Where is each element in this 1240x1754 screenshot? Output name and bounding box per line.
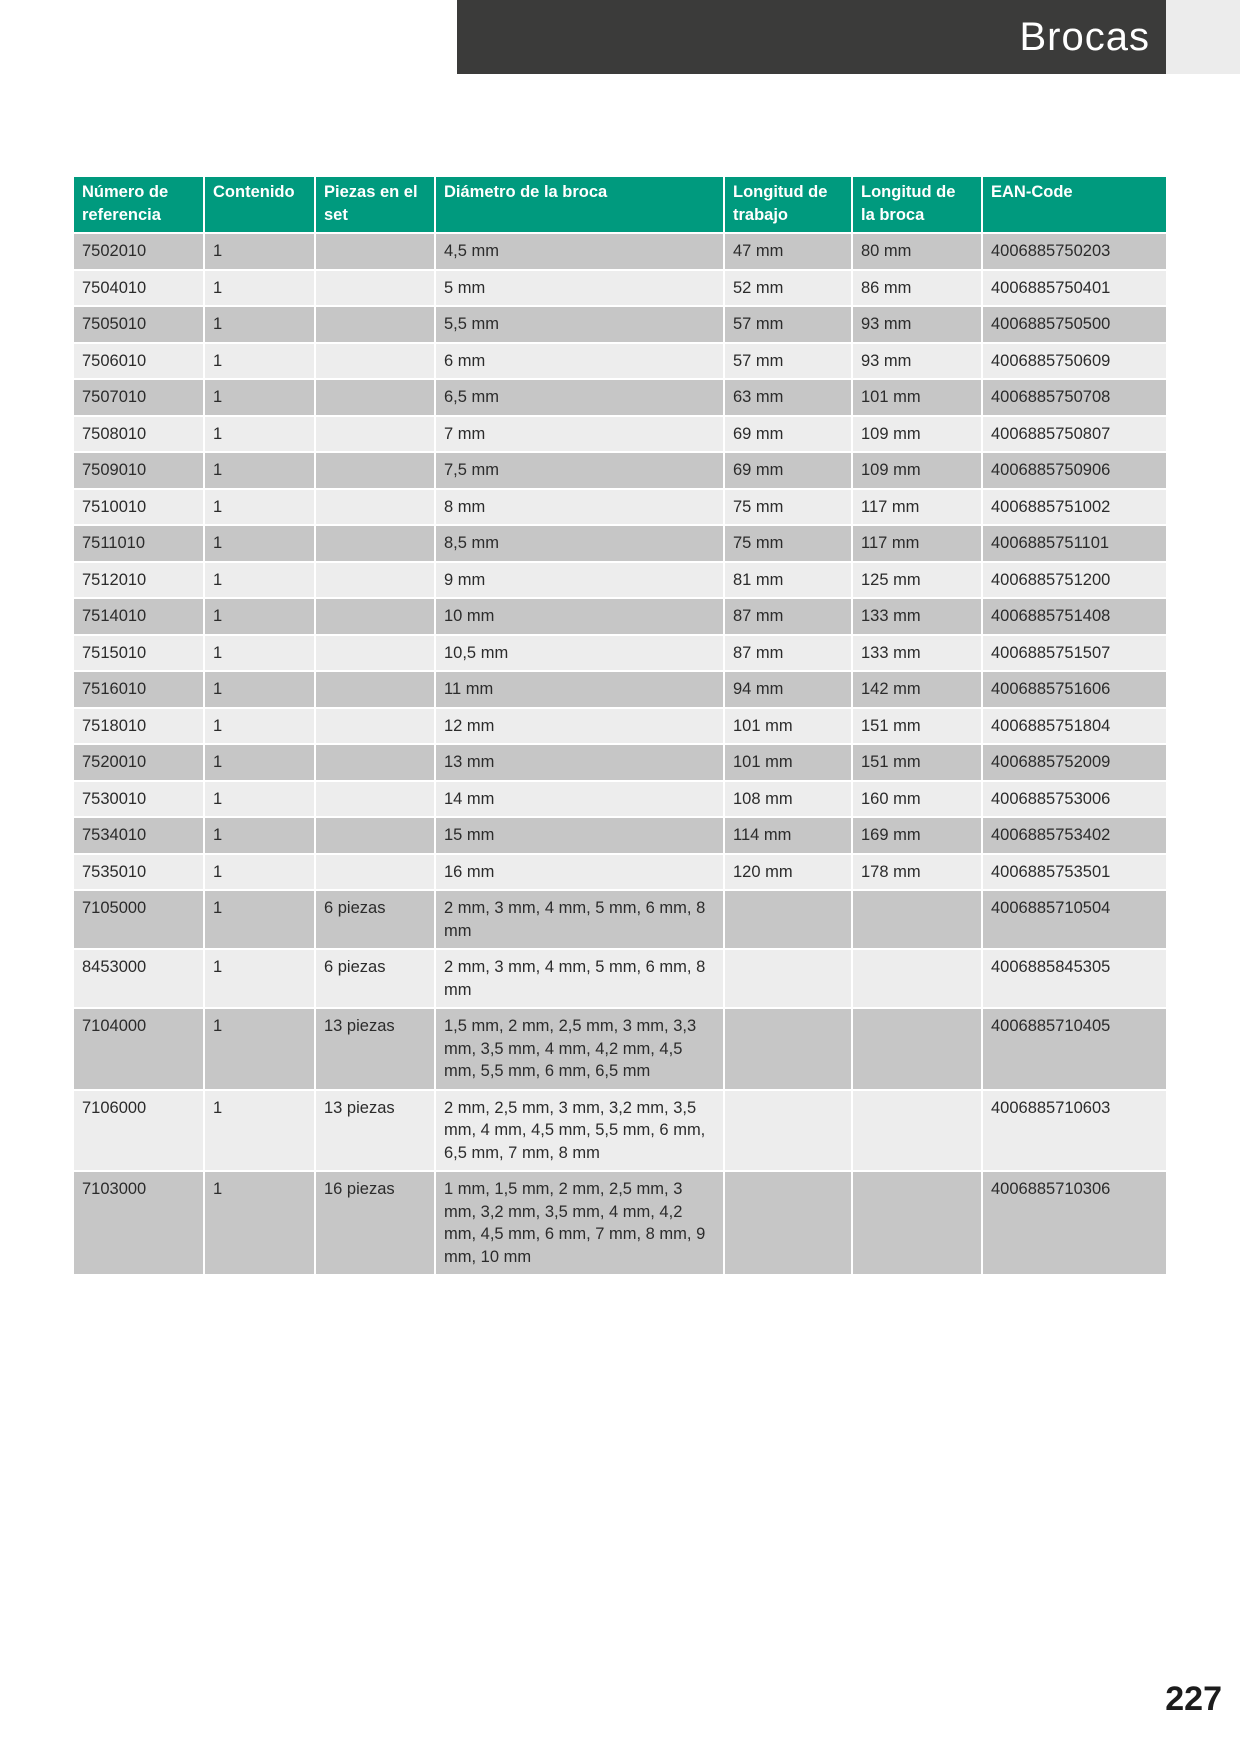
cell-working-length: 108 mm bbox=[724, 781, 852, 818]
section-title-bar bbox=[457, 0, 1166, 74]
cell-ean: 4006885751101 bbox=[982, 525, 1166, 562]
cell-ean: 4006885751002 bbox=[982, 489, 1166, 526]
section-title: Brocas bbox=[1019, 14, 1150, 59]
cell-ean: 4006885750500 bbox=[982, 306, 1166, 343]
col-header-working-length: Longitud de trabajo bbox=[724, 177, 852, 233]
cell-reference: 7105000 bbox=[74, 890, 204, 949]
cell-reference: 7534010 bbox=[74, 817, 204, 854]
cell-reference: 7535010 bbox=[74, 854, 204, 891]
cell-total-length: 133 mm bbox=[852, 635, 982, 672]
cell-reference: 7511010 bbox=[74, 525, 204, 562]
cell-total-length bbox=[852, 1171, 982, 1275]
col-header-diameter: Diámetro de la broca bbox=[435, 177, 724, 233]
cell-diameter: 5,5 mm bbox=[435, 306, 724, 343]
table-row bbox=[74, 744, 1166, 781]
cell-diameter: 2 mm, 2,5 mm, 3 mm, 3,2 mm, 3,5 mm, 4 mm, 4,5 mm, 5,5 mm, 6 mm, 6,5 mm, 7 mm, 8 mm bbox=[435, 1090, 724, 1172]
table-row bbox=[74, 1090, 1166, 1172]
cell-reference: 7505010 bbox=[74, 306, 204, 343]
cell-ean: 4006885751408 bbox=[982, 598, 1166, 635]
cell-pieces: 6 piezas bbox=[315, 890, 435, 949]
cell-diameter: 5 mm bbox=[435, 270, 724, 307]
cell-pieces bbox=[315, 817, 435, 854]
cell-diameter: 16 mm bbox=[435, 854, 724, 891]
cell-diameter: 4,5 mm bbox=[435, 233, 724, 270]
cell-reference: 7516010 bbox=[74, 671, 204, 708]
cell-pieces: 16 piezas bbox=[315, 1171, 435, 1275]
cell-ean: 4006885750203 bbox=[982, 233, 1166, 270]
cell-total-length: 151 mm bbox=[852, 744, 982, 781]
cell-diameter: 6,5 mm bbox=[435, 379, 724, 416]
table-row bbox=[74, 562, 1166, 599]
cell-pieces bbox=[315, 379, 435, 416]
cell-ean: 4006885750807 bbox=[982, 416, 1166, 453]
cell-ean: 4006885710504 bbox=[982, 890, 1166, 949]
cell-pieces bbox=[315, 233, 435, 270]
table-row bbox=[74, 598, 1166, 635]
cell-total-length: 142 mm bbox=[852, 671, 982, 708]
cell-diameter: 7,5 mm bbox=[435, 452, 724, 489]
table-row bbox=[74, 1008, 1166, 1090]
cell-working-length: 87 mm bbox=[724, 598, 852, 635]
cell-working-length: 69 mm bbox=[724, 452, 852, 489]
cell-total-length bbox=[852, 1090, 982, 1172]
cell-working-length: 120 mm bbox=[724, 854, 852, 891]
col-header-total-length: Longitud de la broca bbox=[852, 177, 982, 233]
cell-content: 1 bbox=[204, 817, 315, 854]
cell-diameter: 15 mm bbox=[435, 817, 724, 854]
cell-reference: 7106000 bbox=[74, 1090, 204, 1172]
cell-pieces bbox=[315, 781, 435, 818]
cell-content: 1 bbox=[204, 854, 315, 891]
cell-pieces bbox=[315, 708, 435, 745]
cell-total-length: 109 mm bbox=[852, 452, 982, 489]
cell-content: 1 bbox=[204, 635, 315, 672]
cell-total-length: 93 mm bbox=[852, 343, 982, 380]
cell-diameter: 9 mm bbox=[435, 562, 724, 599]
cell-pieces bbox=[315, 306, 435, 343]
cell-diameter: 13 mm bbox=[435, 744, 724, 781]
cell-ean: 4006885710603 bbox=[982, 1090, 1166, 1172]
cell-content: 1 bbox=[204, 270, 315, 307]
cell-pieces bbox=[315, 562, 435, 599]
cell-pieces bbox=[315, 452, 435, 489]
cell-reference: 7506010 bbox=[74, 343, 204, 380]
cell-total-length bbox=[852, 890, 982, 949]
cell-content: 1 bbox=[204, 1090, 315, 1172]
cell-diameter: 6 mm bbox=[435, 343, 724, 380]
cell-diameter: 12 mm bbox=[435, 708, 724, 745]
cell-diameter: 14 mm bbox=[435, 781, 724, 818]
cell-total-length: 160 mm bbox=[852, 781, 982, 818]
cell-content: 1 bbox=[204, 890, 315, 949]
table-row bbox=[74, 452, 1166, 489]
cell-total-length: 101 mm bbox=[852, 379, 982, 416]
cell-content: 1 bbox=[204, 744, 315, 781]
cell-ean: 4006885845305 bbox=[982, 949, 1166, 1008]
table-row bbox=[74, 270, 1166, 307]
cell-working-length: 94 mm bbox=[724, 671, 852, 708]
table-row bbox=[74, 343, 1166, 380]
cell-pieces: 13 piezas bbox=[315, 1008, 435, 1090]
cell-ean: 4006885752009 bbox=[982, 744, 1166, 781]
page-number: 227 bbox=[1165, 1680, 1222, 1718]
cell-total-length: 93 mm bbox=[852, 306, 982, 343]
cell-content: 1 bbox=[204, 525, 315, 562]
table-row bbox=[74, 233, 1166, 270]
cell-working-length bbox=[724, 1008, 852, 1090]
table-row bbox=[74, 489, 1166, 526]
cell-reference: 7502010 bbox=[74, 233, 204, 270]
cell-working-length bbox=[724, 1171, 852, 1275]
cell-pieces: 6 piezas bbox=[315, 949, 435, 1008]
cell-pieces bbox=[315, 854, 435, 891]
cell-working-length: 57 mm bbox=[724, 343, 852, 380]
cell-working-length: 87 mm bbox=[724, 635, 852, 672]
cell-content: 1 bbox=[204, 1008, 315, 1090]
table-row bbox=[74, 379, 1166, 416]
cell-reference: 7530010 bbox=[74, 781, 204, 818]
cell-pieces bbox=[315, 744, 435, 781]
cell-diameter: 10,5 mm bbox=[435, 635, 724, 672]
cell-working-length: 52 mm bbox=[724, 270, 852, 307]
cell-pieces bbox=[315, 343, 435, 380]
cell-pieces bbox=[315, 635, 435, 672]
cell-content: 1 bbox=[204, 489, 315, 526]
cell-working-length: 81 mm bbox=[724, 562, 852, 599]
cell-working-length: 75 mm bbox=[724, 489, 852, 526]
cell-diameter: 8 mm bbox=[435, 489, 724, 526]
cell-diameter: 1,5 mm, 2 mm, 2,5 mm, 3 mm, 3,3 mm, 3,5 mm, 4 mm, 4,2 mm, 4,5 mm, 5,5 mm, 6 mm, 6,5 mm bbox=[435, 1008, 724, 1090]
cell-diameter: 1 mm, 1,5 mm, 2 mm, 2,5 mm, 3 mm, 3,2 mm, 3,5 mm, 4 mm, 4,2 mm, 4,5 mm, 6 mm, 7 mm, 8 mm, 9 mm, 10 mm bbox=[435, 1171, 724, 1275]
cell-reference: 7514010 bbox=[74, 598, 204, 635]
cell-pieces bbox=[315, 598, 435, 635]
cell-content: 1 bbox=[204, 949, 315, 1008]
table-row bbox=[74, 781, 1166, 818]
cell-pieces bbox=[315, 671, 435, 708]
table-row bbox=[74, 817, 1166, 854]
cell-content: 1 bbox=[204, 1171, 315, 1275]
cell-reference: 7515010 bbox=[74, 635, 204, 672]
table-body bbox=[74, 233, 1166, 1275]
cell-total-length: 109 mm bbox=[852, 416, 982, 453]
cell-diameter: 7 mm bbox=[435, 416, 724, 453]
cell-ean: 4006885750708 bbox=[982, 379, 1166, 416]
cell-total-length: 86 mm bbox=[852, 270, 982, 307]
col-header-pieces: Piezas en el set bbox=[315, 177, 435, 233]
cell-total-length: 133 mm bbox=[852, 598, 982, 635]
cell-reference: 7510010 bbox=[74, 489, 204, 526]
cell-pieces bbox=[315, 270, 435, 307]
table-row bbox=[74, 306, 1166, 343]
cell-ean: 4006885751804 bbox=[982, 708, 1166, 745]
cell-content: 1 bbox=[204, 343, 315, 380]
cell-reference: 7508010 bbox=[74, 416, 204, 453]
cell-content: 1 bbox=[204, 233, 315, 270]
cell-reference: 7509010 bbox=[74, 452, 204, 489]
cell-reference: 7507010 bbox=[74, 379, 204, 416]
table-row bbox=[74, 854, 1166, 891]
col-header-content: Contenido bbox=[204, 177, 315, 233]
cell-content: 1 bbox=[204, 416, 315, 453]
cell-diameter: 2 mm, 3 mm, 4 mm, 5 mm, 6 mm, 8 mm bbox=[435, 890, 724, 949]
cell-ean: 4006885750906 bbox=[982, 452, 1166, 489]
cell-ean: 4006885751606 bbox=[982, 671, 1166, 708]
cell-pieces: 13 piezas bbox=[315, 1090, 435, 1172]
cell-ean: 4006885750609 bbox=[982, 343, 1166, 380]
cell-ean: 4006885753402 bbox=[982, 817, 1166, 854]
table-row bbox=[74, 525, 1166, 562]
table-row bbox=[74, 890, 1166, 949]
cell-reference: 7504010 bbox=[74, 270, 204, 307]
cell-content: 1 bbox=[204, 452, 315, 489]
table-row bbox=[74, 416, 1166, 453]
cell-ean: 4006885751200 bbox=[982, 562, 1166, 599]
cell-total-length: 178 mm bbox=[852, 854, 982, 891]
cell-content: 1 bbox=[204, 598, 315, 635]
cell-reference: 7520010 bbox=[74, 744, 204, 781]
cell-reference: 8453000 bbox=[74, 949, 204, 1008]
cell-diameter: 10 mm bbox=[435, 598, 724, 635]
col-header-ean: EAN-Code bbox=[982, 177, 1166, 233]
cell-ean: 4006885710405 bbox=[982, 1008, 1166, 1090]
cell-reference: 7104000 bbox=[74, 1008, 204, 1090]
cell-content: 1 bbox=[204, 306, 315, 343]
cell-diameter: 8,5 mm bbox=[435, 525, 724, 562]
cell-working-length: 47 mm bbox=[724, 233, 852, 270]
cell-content: 1 bbox=[204, 379, 315, 416]
table-row bbox=[74, 671, 1166, 708]
cell-pieces bbox=[315, 525, 435, 562]
cell-content: 1 bbox=[204, 671, 315, 708]
cell-total-length bbox=[852, 949, 982, 1008]
cell-working-length: 63 mm bbox=[724, 379, 852, 416]
cell-working-length: 75 mm bbox=[724, 525, 852, 562]
cell-ean: 4006885753501 bbox=[982, 854, 1166, 891]
cell-content: 1 bbox=[204, 708, 315, 745]
cell-total-length: 151 mm bbox=[852, 708, 982, 745]
cell-working-length: 101 mm bbox=[724, 708, 852, 745]
cell-total-length: 117 mm bbox=[852, 489, 982, 526]
cell-working-length bbox=[724, 1090, 852, 1172]
cell-ean: 4006885751507 bbox=[982, 635, 1166, 672]
table-row bbox=[74, 949, 1166, 1008]
cell-ean: 4006885710306 bbox=[982, 1171, 1166, 1275]
table-row bbox=[74, 708, 1166, 745]
cell-diameter: 11 mm bbox=[435, 671, 724, 708]
table-row bbox=[74, 635, 1166, 672]
cell-reference: 7103000 bbox=[74, 1171, 204, 1275]
cell-total-length: 169 mm bbox=[852, 817, 982, 854]
cell-ean: 4006885753006 bbox=[982, 781, 1166, 818]
cell-diameter: 2 mm, 3 mm, 4 mm, 5 mm, 6 mm, 8 mm bbox=[435, 949, 724, 1008]
cell-content: 1 bbox=[204, 562, 315, 599]
cell-working-length: 57 mm bbox=[724, 306, 852, 343]
cell-pieces bbox=[315, 489, 435, 526]
cell-working-length: 69 mm bbox=[724, 416, 852, 453]
section-tab bbox=[1166, 0, 1240, 74]
table-header-row bbox=[74, 177, 1166, 233]
cell-ean: 4006885750401 bbox=[982, 270, 1166, 307]
cell-total-length: 117 mm bbox=[852, 525, 982, 562]
cell-content: 1 bbox=[204, 781, 315, 818]
cell-working-length: 101 mm bbox=[724, 744, 852, 781]
cell-working-length bbox=[724, 949, 852, 1008]
col-header-reference: Número de referencia bbox=[74, 177, 204, 233]
cell-working-length bbox=[724, 890, 852, 949]
table-row bbox=[74, 1171, 1166, 1275]
cell-working-length: 114 mm bbox=[724, 817, 852, 854]
cell-total-length: 80 mm bbox=[852, 233, 982, 270]
cell-total-length: 125 mm bbox=[852, 562, 982, 599]
product-table bbox=[74, 177, 1166, 1276]
cell-reference: 7518010 bbox=[74, 708, 204, 745]
cell-total-length bbox=[852, 1008, 982, 1090]
cell-pieces bbox=[315, 416, 435, 453]
cell-reference: 7512010 bbox=[74, 562, 204, 599]
